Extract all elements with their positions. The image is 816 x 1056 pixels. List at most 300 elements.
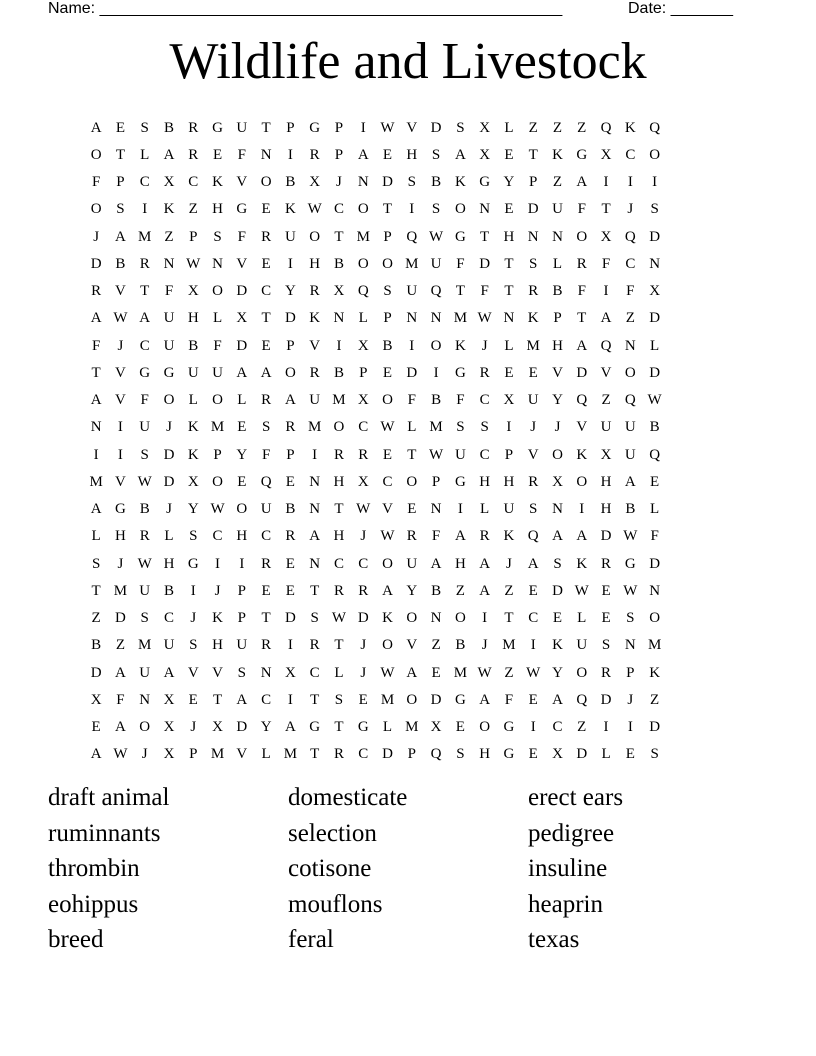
grid-letter: A xyxy=(552,528,563,545)
grid-letter: N xyxy=(527,228,539,245)
grid-letter: O xyxy=(90,146,102,163)
grid-letter: Q xyxy=(624,228,636,245)
word-list-item: breed xyxy=(48,926,104,953)
grid-letter: I xyxy=(506,419,512,436)
grid-letter: O xyxy=(90,201,102,218)
grid-letter: E xyxy=(455,719,465,736)
grid-letter: K xyxy=(284,201,296,218)
grid-letter: M xyxy=(526,337,540,354)
grid-letter: Z xyxy=(188,201,198,218)
grid-letter: T xyxy=(115,146,125,163)
grid-letter: G xyxy=(454,364,466,381)
grid-letter: I xyxy=(530,719,536,736)
grid-letter: E xyxy=(407,501,417,518)
grid-letter: X xyxy=(357,392,369,409)
grid-letter: I xyxy=(117,446,123,463)
grid-letter: A xyxy=(309,528,321,545)
grid-letter: X xyxy=(479,119,491,136)
grid-letter: F xyxy=(650,528,659,545)
grid-letter: J xyxy=(530,419,537,436)
grid-letter: S xyxy=(431,146,441,163)
grid-letter: A xyxy=(600,310,612,327)
grid-letter: D xyxy=(236,283,248,300)
grid-letter: D xyxy=(576,746,588,763)
grid-letter: L xyxy=(650,337,660,354)
grid-letter: R xyxy=(261,637,272,654)
grid-letter: O xyxy=(406,473,418,490)
grid-letter: E xyxy=(382,446,393,463)
grid-letter: Y xyxy=(552,664,563,681)
grid-letter: N xyxy=(430,501,442,518)
grid-letter: T xyxy=(504,610,514,627)
grid-letter: O xyxy=(163,392,175,409)
grid-letter: J xyxy=(117,337,124,354)
grid-letter: R xyxy=(188,119,199,136)
grid-letter: P xyxy=(334,146,344,163)
grid-letter: E xyxy=(431,664,441,681)
grid-letter: E xyxy=(504,364,514,381)
grid-letter: R xyxy=(358,446,369,463)
grid-letter: G xyxy=(187,555,199,572)
grid-letter: R xyxy=(309,283,320,300)
grid-letter: I xyxy=(117,419,123,436)
grid-letter: O xyxy=(357,201,369,218)
grid-letter: X xyxy=(430,719,442,736)
grid-letter: S xyxy=(140,610,149,627)
grid-letter: B xyxy=(285,501,296,518)
grid-letter: W xyxy=(186,255,201,272)
grid-letter: Z xyxy=(115,637,125,654)
grid-letter: E xyxy=(212,146,223,163)
grid-letter: Y xyxy=(503,174,515,191)
grid-letter: U xyxy=(309,392,321,409)
grid-letter: S xyxy=(140,119,149,136)
grid-letter: L xyxy=(261,746,271,763)
grid-letter: F xyxy=(577,283,586,300)
grid-row xyxy=(84,441,740,468)
grid-letter: G xyxy=(212,119,223,136)
grid-letter: I xyxy=(215,555,221,572)
grid-letter: Z xyxy=(455,582,465,599)
grid-letter: B xyxy=(188,337,199,354)
grid-letter: P xyxy=(213,446,222,463)
grid-letter: U xyxy=(624,446,636,463)
grid-letter: Z xyxy=(625,310,635,327)
grid-letter: Z xyxy=(431,637,441,654)
grid-letter: D xyxy=(649,310,661,327)
grid-letter: U xyxy=(212,364,223,381)
grid-letter: N xyxy=(333,310,345,327)
grid-letter: C xyxy=(261,528,272,545)
grid-letter: X xyxy=(479,146,491,163)
grid-letter: I xyxy=(287,146,293,163)
grid-letter: U xyxy=(236,119,248,136)
grid-letter: O xyxy=(576,473,588,490)
grid-letter: T xyxy=(334,228,344,245)
grid-letter: R xyxy=(528,473,539,490)
grid-letter: W xyxy=(113,746,128,763)
grid-letter: O xyxy=(212,473,223,490)
grid-letter: I xyxy=(433,364,439,381)
grid-letter: G xyxy=(624,555,636,572)
grid-letter: X xyxy=(600,446,612,463)
grid-letter: Q xyxy=(260,473,272,490)
grid-letter: V xyxy=(552,364,563,381)
grid-letter: F xyxy=(116,691,125,708)
grid-letter: M xyxy=(138,228,152,245)
grid-row xyxy=(84,114,740,141)
grid-letter: B xyxy=(139,501,150,518)
grid-letter: F xyxy=(407,392,416,409)
grid-letter: U xyxy=(552,201,563,218)
grid-letter: P xyxy=(189,746,198,763)
word-list-item: domesticate xyxy=(288,784,408,811)
page-title: Wildlife and Livestock xyxy=(169,33,647,90)
grid-letter: T xyxy=(528,146,538,163)
grid-letter: T xyxy=(334,501,344,518)
grid-letter: V xyxy=(382,501,393,518)
grid-letter: T xyxy=(212,691,223,708)
grid-letter: K xyxy=(576,446,588,463)
grid-letter: H xyxy=(600,501,612,518)
grid-letter: O xyxy=(382,555,393,572)
grid-letter: O xyxy=(139,719,151,736)
grid-letter: T xyxy=(334,719,344,736)
grid-letter: G xyxy=(115,501,126,518)
grid-letter: B xyxy=(431,174,442,191)
grid-letter: E xyxy=(285,555,295,572)
grid-letter: S xyxy=(529,255,538,272)
grid-letter: I xyxy=(457,501,463,518)
grid-letter: E xyxy=(528,582,538,599)
grid-letter: L xyxy=(140,146,150,163)
grid-letter: Z xyxy=(577,119,587,136)
grid-letter: G xyxy=(454,691,466,708)
grid-letter: B xyxy=(285,174,296,191)
grid-letter: I xyxy=(603,174,609,191)
grid-letter: O xyxy=(212,283,223,300)
grid-letter: A xyxy=(90,392,102,409)
grid-letter: W xyxy=(307,201,322,218)
grid-letter: F xyxy=(456,392,465,409)
grid-letter: L xyxy=(358,310,368,327)
grid-letter: N xyxy=(163,255,175,272)
grid-letter: O xyxy=(309,228,321,245)
grid-letter: H xyxy=(333,473,345,490)
grid-letter: N xyxy=(479,201,491,218)
grid-letter: X xyxy=(163,746,175,763)
grid-letter: T xyxy=(310,582,320,599)
grid-letter: R xyxy=(309,637,320,654)
grid-letter: E xyxy=(625,746,635,763)
grid-letter: O xyxy=(357,255,369,272)
grid-letter: A xyxy=(236,364,248,381)
grid-letter: O xyxy=(649,146,661,163)
grid-letter: X xyxy=(284,664,296,681)
grid-letter: F xyxy=(480,283,489,300)
grid-letter: O xyxy=(576,228,588,245)
grid-letter: I xyxy=(360,119,366,136)
grid-letter: A xyxy=(479,582,491,599)
grid-letter: W xyxy=(428,228,444,245)
grid-letter: I xyxy=(287,255,293,272)
grid-letter: L xyxy=(188,392,198,409)
grid-letter: G xyxy=(139,364,151,381)
grid-letter: S xyxy=(650,201,659,218)
grid-letter: Z xyxy=(650,691,660,708)
grid-letter: O xyxy=(624,364,636,381)
grid-letter: A xyxy=(454,146,466,163)
grid-letter: H xyxy=(187,310,199,327)
grid-letter: V xyxy=(406,637,418,654)
grid-letter: S xyxy=(261,419,271,436)
grid-letter: U xyxy=(163,637,175,654)
grid-row xyxy=(84,632,740,659)
grid-letter: T xyxy=(455,283,465,300)
grid-letter: Z xyxy=(552,174,563,191)
grid-letter: A xyxy=(236,691,248,708)
grid-letter: A xyxy=(115,719,126,736)
grid-letter: I xyxy=(579,501,585,518)
grid-letter: W xyxy=(574,582,589,599)
grid-letter: J xyxy=(214,582,221,599)
grid-letter: D xyxy=(649,555,661,572)
grid-letter: K xyxy=(163,201,175,218)
grid-letter: O xyxy=(382,255,393,272)
grid-row xyxy=(84,741,740,768)
grid-letter: U xyxy=(624,419,636,436)
word-list-item: pedigree xyxy=(528,819,615,847)
grid-letter: S xyxy=(626,610,635,627)
grid-letter: C xyxy=(333,555,344,572)
grid-letter: J xyxy=(360,637,367,654)
grid-letter: O xyxy=(260,174,272,191)
grid-letter: X xyxy=(309,174,321,191)
grid-letter: M xyxy=(356,228,370,245)
grid-letter: M xyxy=(113,582,128,599)
grid-letter: K xyxy=(552,637,563,654)
grid-letter: R xyxy=(91,283,102,300)
grid-letter: P xyxy=(626,664,635,681)
grid-letter: J xyxy=(117,555,124,572)
grid-letter: R xyxy=(576,255,587,272)
grid-letter: C xyxy=(212,528,223,545)
grid-letter: F xyxy=(577,201,586,218)
grid-letter: W xyxy=(137,555,152,572)
grid-letter: W xyxy=(526,664,541,681)
grid-letter: N xyxy=(309,501,321,518)
grid-letter: N xyxy=(212,255,223,272)
grid-letter: E xyxy=(237,419,247,436)
grid-letter: F xyxy=(456,255,465,272)
grid-letter: E xyxy=(285,582,295,599)
grid-letter: L xyxy=(552,255,563,272)
grid-letter: A xyxy=(115,228,126,245)
grid-letter: E xyxy=(504,201,514,218)
grid-letter: P xyxy=(189,228,198,245)
grid-letter: R xyxy=(333,446,344,463)
grid-letter: J xyxy=(166,501,172,518)
grid-letter: L xyxy=(407,419,417,436)
grid-letter: H xyxy=(479,746,491,763)
grid-letter: Z xyxy=(528,119,538,136)
grid-letter: A xyxy=(90,119,102,136)
grid-letter: L xyxy=(577,610,587,627)
grid-row xyxy=(84,496,740,523)
word-column-1 xyxy=(48,780,278,958)
grid-letter: H xyxy=(163,555,175,572)
grid-letter: L xyxy=(334,664,344,681)
grid-letter: Q xyxy=(576,392,588,409)
grid-row xyxy=(84,169,740,196)
word-list-item: erect ears xyxy=(528,784,624,811)
grid-letter: A xyxy=(90,746,102,763)
grid-letter: S xyxy=(140,446,149,463)
grid-letter: D xyxy=(552,582,563,599)
grid-letter: C xyxy=(139,337,150,354)
grid-letter: R xyxy=(309,146,320,163)
grid-letter: E xyxy=(528,691,538,708)
grid-letter: P xyxy=(286,337,295,354)
grid-letter: R xyxy=(528,283,539,300)
grid-letter: K xyxy=(212,174,223,191)
word-list-item: mouflons xyxy=(288,890,383,918)
grid-letter: L xyxy=(91,528,101,545)
grid-letter: G xyxy=(479,174,491,191)
grid-letter: N xyxy=(649,255,661,272)
grid-letter: Y xyxy=(284,283,296,300)
grid-letter: S xyxy=(91,555,101,572)
grid-letter: Z xyxy=(91,610,101,627)
grid-letter: V xyxy=(187,664,199,681)
grid-letter: T xyxy=(382,201,393,218)
grid-letter: S xyxy=(189,637,198,654)
grid-letter: Z xyxy=(552,119,563,136)
grid-letter: U xyxy=(454,446,466,463)
grid-letter: A xyxy=(527,555,539,572)
grid-letter: H xyxy=(236,528,248,545)
grid-letter: E xyxy=(528,746,538,763)
letter-grid xyxy=(84,114,740,768)
grid-letter: Q xyxy=(576,691,588,708)
grid-letter: T xyxy=(310,691,320,708)
grid-letter: H xyxy=(552,337,563,354)
grid-letter: R xyxy=(139,255,150,272)
grid-letter: P xyxy=(383,310,392,327)
grid-letter: C xyxy=(382,473,393,490)
grid-letter: E xyxy=(115,119,125,136)
grid-letter: E xyxy=(91,719,101,736)
grid-letter: H xyxy=(503,228,515,245)
grid-letter: A xyxy=(357,146,369,163)
grid-letter: Q xyxy=(430,283,442,300)
grid-row xyxy=(84,523,740,550)
grid-row xyxy=(84,577,740,604)
grid-letter: Y xyxy=(406,582,418,599)
grid-letter: S xyxy=(650,746,659,763)
word-list-item: selection xyxy=(288,819,377,847)
grid-letter: J xyxy=(481,637,488,654)
grid-letter: I xyxy=(142,201,148,218)
grid-letter: D xyxy=(382,174,393,191)
grid-letter: C xyxy=(358,555,369,572)
grid-letter: T xyxy=(140,283,150,300)
grid-letter: A xyxy=(406,664,418,681)
grid-letter: D xyxy=(649,364,661,381)
grid-letter: K xyxy=(454,174,466,191)
grid-letter: A xyxy=(139,310,151,327)
grid-letter: H xyxy=(600,473,612,490)
word-list-item: eohippus xyxy=(48,890,139,918)
grid-letter: D xyxy=(284,610,296,627)
grid-letter: K xyxy=(649,664,661,681)
grid-letter: O xyxy=(382,392,393,409)
grid-letter: W xyxy=(380,119,395,136)
grid-letter: X xyxy=(333,283,345,300)
grid-letter: E xyxy=(528,364,538,381)
grid-letter: X xyxy=(187,473,199,490)
word-list-item: ruminnants xyxy=(48,819,161,847)
grid-letter: O xyxy=(552,446,563,463)
grid-letter: C xyxy=(528,610,539,627)
grid-letter: F xyxy=(261,446,271,463)
grid-letter: R xyxy=(601,555,612,572)
grid-letter: D xyxy=(163,473,175,490)
grid-letter: K xyxy=(309,310,321,327)
grid-letter: G xyxy=(454,473,466,490)
grid-letter: V xyxy=(309,337,321,354)
grid-letter: Z xyxy=(601,392,611,409)
grid-letter: H xyxy=(454,555,466,572)
grid-letter: V xyxy=(576,419,588,436)
grid-letter: B xyxy=(431,392,442,409)
grid-letter: V xyxy=(115,392,126,409)
grid-letter: V xyxy=(115,364,126,381)
grid-letter: D xyxy=(90,255,102,272)
grid-letter: X xyxy=(163,719,175,736)
grid-letter: I xyxy=(603,283,609,300)
grid-letter: Z xyxy=(577,719,587,736)
grid-letter: C xyxy=(479,392,490,409)
grid-letter: V xyxy=(212,664,223,681)
grid-row xyxy=(84,250,740,277)
grid-letter: A xyxy=(576,337,588,354)
grid-letter: Z xyxy=(504,664,514,681)
grid-row xyxy=(84,714,740,741)
grid-letter: G xyxy=(309,719,321,736)
grid-letter: V xyxy=(236,746,248,763)
grid-letter: M xyxy=(332,392,346,409)
grid-letter: F xyxy=(164,283,174,300)
grid-letter: Q xyxy=(649,446,661,463)
grid-letter: U xyxy=(139,419,151,436)
grid-letter: B xyxy=(333,364,344,381)
grid-letter: P xyxy=(431,473,441,490)
grid-letter: C xyxy=(552,719,563,736)
grid-letter: U xyxy=(284,228,296,245)
grid-letter: R xyxy=(285,419,296,436)
grid-letter: D xyxy=(600,691,612,708)
grid-letter: O xyxy=(284,364,296,381)
grid-letter: G xyxy=(309,119,321,136)
grid-letter: M xyxy=(89,473,103,490)
grid-letter: E xyxy=(358,691,368,708)
grid-letter: R xyxy=(261,228,272,245)
grid-letter: D xyxy=(90,664,102,681)
grid-row xyxy=(84,196,740,223)
grid-letter: S xyxy=(213,228,222,245)
grid-letter: W xyxy=(623,528,638,545)
